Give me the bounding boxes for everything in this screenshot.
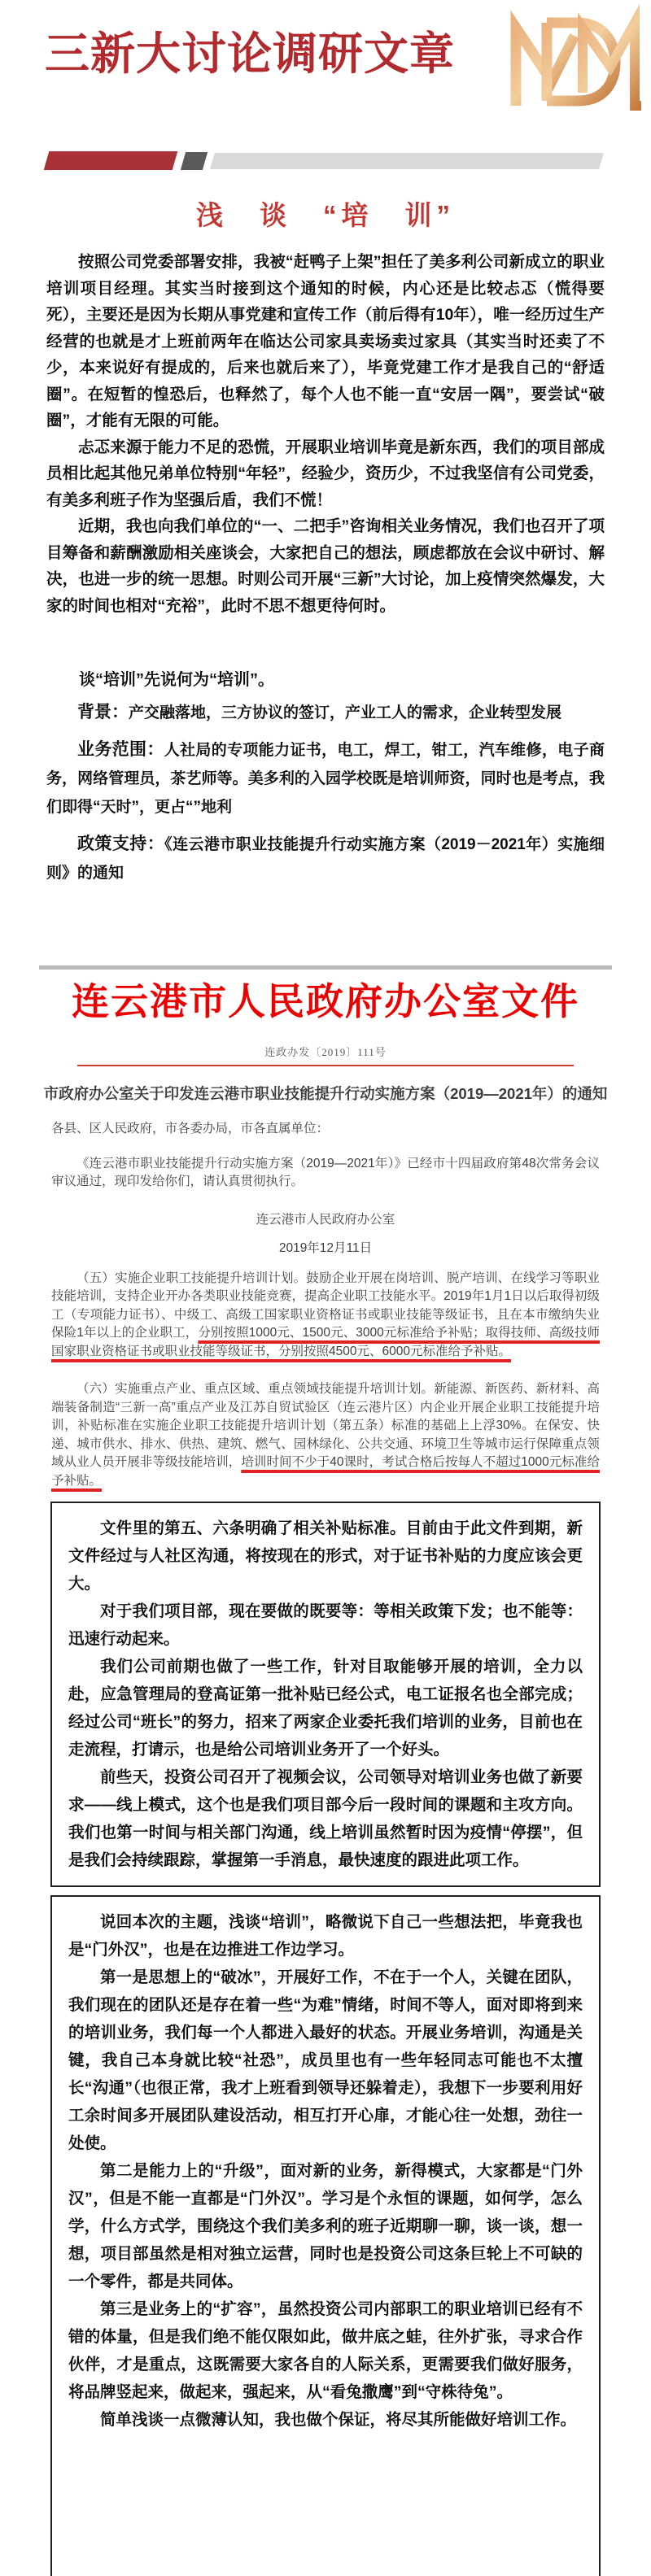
notice-title: 市政府办公室关于印发连云港市职业技能提升行动实施方案（2019—2021年）的通知 xyxy=(43,1085,608,1103)
document-clause-5 xyxy=(51,1270,600,1362)
document-body xyxy=(51,1120,600,1490)
article-paragraph: 近期，我也向我们单位的“一、二把手”咨询相关业务情况，我们也召开了项目筹备和薪酬激励相关座谈会，大家把自己的想法，顾虑都放在会议中研讨、解决，也进一步的统一思想。时则公司开展“三新”大讨论，加上疫情突然爆发，大家的时间也相对“充裕”，此时不思不想更待何时。 xyxy=(46,517,605,615)
article-title: 浅 谈 “培 训” xyxy=(196,200,455,230)
government-document-masthead: 连云港市人民政府办公室文件 xyxy=(72,981,579,1022)
info-item-policy-support xyxy=(46,830,605,887)
commentary-paragraph: 文件里的第五、六条明确了相关补贴标准。目前由于此文件到期，新文件经过与人社区沟通，将按现在的形式，对于证书补贴的力度应该会更大。 xyxy=(68,1519,583,1593)
info-item-background xyxy=(46,698,605,727)
deco-bar-red-segment xyxy=(44,151,178,170)
commentary-paragraph: 第一是思想上的“破冰”，开展好工作，不在于一个人，关键在团队，我们现在的团队还是存在着一些“为难”情绪，时间不等人，面对即将到来的培训业务，我们每一个人都进入最好的状态。开展业务培训，沟通是关键，我自己本身就比较“社恐”，成员里也有一些年轻同志可能也不太擅长“沟通”（也很正常，我才上班看到领导还躲着走），我想下一步要利用好工余时间多开展团队建设活动，相互打开心扉，才能心往一处想，劲往一处使。 xyxy=(68,1968,583,2153)
commentary-paragraph: 对于我们项目部，现在要做的既要等：等相关政策下发；也不能等：迅速行动起来。 xyxy=(68,1602,583,1649)
commentary-box-2 xyxy=(50,1895,601,2576)
commentary-paragraph: 第三是业务上的“扩容”，虽然投资公司内部职工的职业培训已经有不错的体量，但是我们绝不能仅限如此，做井底之蛙，往外扩张，寻求合作伙伴，才是重点，这既需要大家各自的人际关系，更需要我们做好服务，将品牌竖起来，做起来，强起来，从“看兔撒鹰”到“守株待兔”。 xyxy=(68,2300,583,2402)
decorative-separator xyxy=(46,151,651,170)
deco-bar-light-segment xyxy=(210,153,604,169)
page-masthead xyxy=(0,0,651,119)
article-paragraph: 按照公司党委部署安排，我被“赶鸭子上架”担任了美多利公司新成立的职业培训项目经理。其实当时接到这个通知的时候，内心还是比较忐忑（慌得要死），主要还是因为长期从事党建和宣传工作（前后得有10年），唯一经历过生产经营的也就是才上班前两年在临达公司家具卖场卖过家具（其实当时还卖了不少，本来说好有提成的，后来也就后来了），毕竟党建工作才是我自己的“舒适圈”。在短暂的惶恐后，也释然了，每个人也不能一直“安居一隅”，要尝试“破圈”，才能有无限的可能。 xyxy=(46,253,605,429)
commentary-box-1 xyxy=(50,1502,601,1887)
document-top-border xyxy=(39,965,612,970)
info-item-business-scope xyxy=(46,735,605,822)
clause-5-highlighted-subsidy-text: 分别按照1000元、1500元、3000元标准给予补贴；取得技师、高级技师国家职业资格证书或职业技能等级证书，分别按照4500元、6000元标准给予补贴。 xyxy=(51,1326,600,1358)
deco-bar-dark-segment xyxy=(181,152,208,170)
document-issuer: 连云港市人民政府办公室 xyxy=(256,1212,395,1227)
document-date: 2019年12月11日 xyxy=(278,1241,373,1256)
article-paragraph: 忐忑来源于能力不足的恐慌，开展职业培训毕竟是新东西，我们的项目部成员相比起其他兄弟单位特别“年轻”，经验少，资历少，不过我坚信有公司党委，有美多利班子作为坚强后盾，我们不慌！ xyxy=(46,438,605,509)
document-reference-number: 连政办发〔2019〕111号 xyxy=(264,1046,387,1059)
government-document xyxy=(0,965,651,1490)
section-heading: 谈“培训”先说何为“培训”。 xyxy=(79,671,274,689)
document-salutation: 各县、区人民政府，市各委办局，市各直属单位： xyxy=(51,1122,330,1136)
commentary-paragraph: 说回本次的主题，浅谈“培训”，略微说下自己一些想法把，毕竟我也是“门外汉”，也是在边推进工作边学习。 xyxy=(68,1913,583,1959)
info-label: 政策支持： xyxy=(77,835,165,853)
document-clause-6 xyxy=(51,1380,600,1490)
clause-5-text: （五）实施企业职工技能提升培训计划。鼓励企业开展在岗培训、脱产培训、在线学习等职业技能培训，支持企业开办各类职业技能竞赛，提高企业职工技能水平。2019年1月1日以后取得初级工（专项能力证书）、中级工、高级工国家职业资格证书或职业技能等级证书，且在本市缴纳失业保险1年以上的企业职工， xyxy=(51,1271,600,1340)
commentary-paragraph: 我们公司前期也做了一些工作，针对目取能够开展的培训，全力以赴，应急管理局的登高证第一批补贴已经公式，电工证报名也全部完成；经过公司“班长”的努力，招来了两家企业委托我们培训的业务，目前也在走流程，打请示，也是给公司培训业务开了一个好头。 xyxy=(68,1658,583,1759)
info-label: 背景： xyxy=(77,703,129,721)
document-red-rule xyxy=(77,1065,574,1066)
info-label: 业务范围： xyxy=(77,740,164,759)
page-title: 三新大讨论调研文章 xyxy=(45,28,456,79)
commentary-paragraph: 前些天，投资公司召开了视频会议，公司领导对培训业务也做了新要求——线上模式，这个也是我们项目部今后一段时间的课题和主攻方向。我们也第一时间与相关部门沟通，线上培训虽然暂时因为疫情“停摆”，但是我们会持续跟踪，掌握第一手消息，最快速度的跟进此项工作。 xyxy=(68,1768,583,1870)
clause-6-text: （六）实施重点产业、重点区域、重点领域技能提升培训计划。新能源、新医药、新材料、高端装备制造“三新一高”重点产业及江苏自贸试验区（连云港片区）内企业开展企业职工技能提升培训，补贴标准在实施企业职工技能提升培训计划（第五条）标准的基础上上浮30%。在保安、快递、城市供水、排水、供热、建筑、燃气、园林绿化、公共交通、环境卫生等城市运行保障重点领域从业人员开展非等级技能培训， xyxy=(51,1382,600,1470)
document-paragraph: 《连云港市职业技能提升行动实施方案（2019—2021年）》已经市十四届政府第48次常务会议审议通过，现印发给你们，请认真贯彻执行。 xyxy=(51,1156,600,1189)
info-text: 《连云港市职业技能提升行动实施方案（2019－2021年）实施细则》的通知 xyxy=(46,836,605,882)
commentary-paragraph: 第二是能力上的“升级”，面对新的业务，新得模式，大家都是“门外汉”，但是不能一直都是“门外汉”。学习是个永恒的课题，如何学，怎么学，什么方式学，围绕这个我们美多利的班子近期聊一聊，谈一谈，想一想，项目部虽然是相对独立运营，同时也是投资公司这条巨轮上不可缺的一个零件，都是共同体。 xyxy=(68,2162,583,2291)
commentary-paragraph: 简单浅谈一点微薄认知，我也做个保证，将尽其所能做好培训工作。 xyxy=(100,2411,577,2430)
clause-6-highlighted-subsidy-text: 培训时间不少于40课时，考试合格后按每人不超过1000元标准给予补贴。 xyxy=(51,1455,600,1488)
info-text: 人社局的专项能力证书，电工，焊工，钳工，汽车维修，电子商务，网络管理员，茶艺师等。美多利的入园学校既是培训师资，同时也是考点，我们即得“天时”，更占“”地利 xyxy=(46,742,605,816)
brand-monogram-logo xyxy=(505,3,644,111)
info-text: 产交融落地，三方协议的签订，产业工人的需求，企业转型发展 xyxy=(129,704,562,721)
article-body xyxy=(46,249,605,619)
